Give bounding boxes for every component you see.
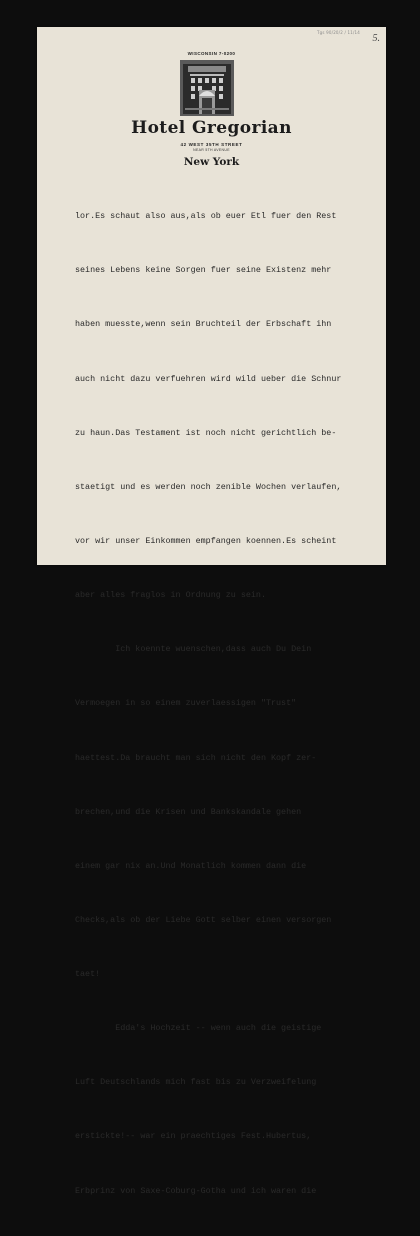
page-number: 5. bbox=[372, 33, 380, 44]
letter-line: taet! bbox=[75, 969, 101, 980]
letter-line: Vermoegen in so einem zuverlaessigen "Trust" bbox=[75, 698, 297, 709]
letter-line: auch nicht dazu verfuehren wird wild ueber die Schnur bbox=[75, 373, 342, 384]
letter-line: Checks,als ob der Liebe Gott selber einen versorgen bbox=[75, 914, 332, 925]
letter-line: haben muesste,wenn sein Bruchteil der Erbschaft ihn bbox=[75, 319, 332, 330]
archive-reference: Tgs 90/20/2 / 11/14 bbox=[317, 30, 360, 35]
hotel-address-note: NEAR 5TH AVENUE bbox=[193, 148, 230, 152]
hotel-name: Hotel Gregorian bbox=[131, 118, 292, 138]
letter-line: staetigt und es werden noch zenible Wochen verlaufen, bbox=[75, 481, 342, 492]
letter-body bbox=[75, 171, 385, 1236]
letter-line: Luft Deutschlands mich fast bis zu Verzweifelung bbox=[75, 1077, 317, 1088]
letterhead-phone: WISCONSIN 7-0200 bbox=[187, 51, 236, 56]
hotel-city: New York bbox=[183, 156, 240, 168]
letter-line: seines Lebens keine Sorgen fuer seine Existenz mehr bbox=[75, 265, 332, 276]
letter-line: einem gar nix an.Und Monatlich kommen dann die bbox=[75, 860, 307, 871]
letter-line: zu haun.Das Testament ist noch nicht gerichtlich be- bbox=[75, 427, 337, 438]
letter-page bbox=[37, 27, 386, 1196]
letter-line: vor wir unser Einkommen empfangen koennen.Es scheint bbox=[75, 535, 337, 546]
letter-line: erstickte!-- war ein praechtiges Fest.Hubertus, bbox=[75, 1131, 312, 1142]
hotel-address: 42 WEST 35TH STREET bbox=[180, 142, 243, 147]
hotel-building-icon bbox=[180, 60, 234, 116]
letter-line: Edda's Hochzeit -- wenn auch die geistige bbox=[75, 1023, 322, 1034]
letter-line: aber alles fraglos in Ordnung zu sein. bbox=[75, 590, 266, 601]
letter-line: haettest.Da braucht man sich nicht den Kopf zer- bbox=[75, 752, 317, 763]
letter-line: Ich koennte wuenschen,dass auch Du Dein bbox=[75, 644, 312, 655]
letter-line: Erbprinz von Saxe-Coburg-Gotha und ich waren die bbox=[75, 1185, 317, 1196]
letter-line: brechen,und die Krisen und Bankskandale gehen bbox=[75, 806, 302, 817]
letter-line: lor.Es schaut also aus,als ob euer Etl fuer den Rest bbox=[75, 211, 337, 222]
